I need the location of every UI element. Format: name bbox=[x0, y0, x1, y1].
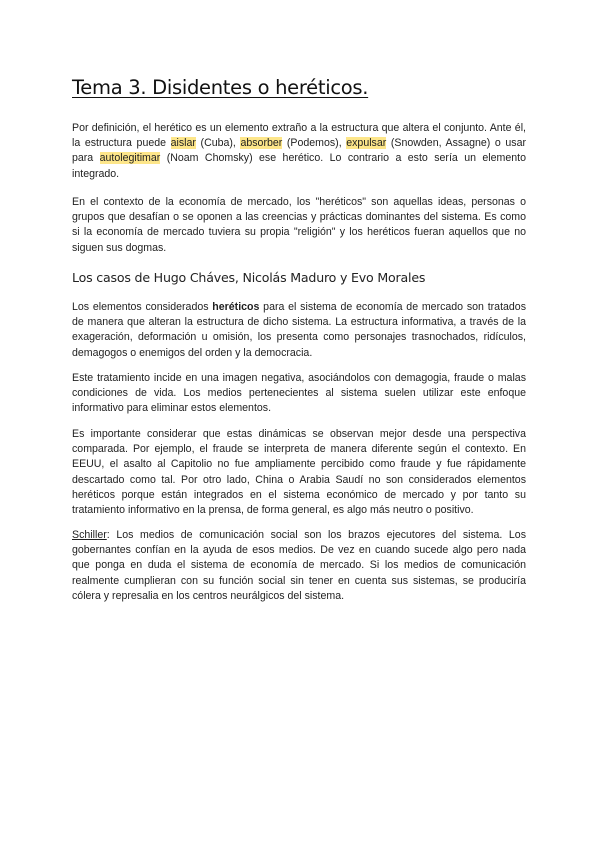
text-run: para el sistema de economía de mercado son tratados de manera que alteran la estructura de dicho sistema. La estructura informativa, a través de la exageración, deformación u omisión, los presenta como personajes trasnochados, ridículos, demagogos o enemigos del orden y la democracia. bbox=[72, 301, 526, 359]
text-run: (Noam Chomsky) ese herético. Lo contrario a esto sería un elemento integrado. bbox=[72, 152, 526, 180]
paragraph-negative-image: Este tratamiento incide en una imagen negativa, asociándolos con demagogia, fraude o malas condiciones de vida. Los medios pertenecientes al sistema suelen utilizar este enfoque informativo para eliminar estos elementos. bbox=[72, 372, 526, 415]
document-title: Tema 3. Disidentes o heréticos. bbox=[72, 76, 369, 99]
text-run: (Podemos), bbox=[282, 137, 347, 150]
highlight-absorber: absorber bbox=[240, 137, 283, 150]
highlight-expulsar: expulsar bbox=[346, 137, 387, 150]
bold-hereticos: heréticos bbox=[212, 301, 260, 313]
text-run: Por definición, el herético es un elemento extraño a la estructura que altera el conjunto. Ante él, la estructura puede bbox=[72, 122, 526, 150]
text-run: (Snowden, Assagne) o usar para bbox=[72, 137, 526, 165]
paragraph-comparative: Es importante considerar que estas dinámicas se observan mejor desde una perspectiva comparada. Por ejemplo, el fraude se interpreta de manera diferente según el contexto. En EEUU, el asalto al Capitolio no fue ampliamente percibido como fraude y fue rápidamente descartado como tal. Por otro lado, China o Arabia Saudí no son considerados elementos heréticos porque están integrados en el sistema económico de mercado y por tanto su tratamiento informativo en la prensa, de forma general, es algo más neutro o positivo. bbox=[72, 428, 526, 517]
paragraph-schiller bbox=[72, 528, 526, 604]
highlight-aislar: aislar bbox=[170, 137, 196, 150]
paragraph-market-context: En el contexto de la economía de mercado, los "heréticos" son aquellas ideas, personas o grupos que desafían o se oponen a las creencias y prácticas dominantes del sistema. Es como si la economía de mercado tuviera su propia "religión" y los heréticos fueran aquellos que no siguen sus dogmas. bbox=[72, 196, 526, 254]
paragraph-heretic-elements bbox=[72, 300, 526, 361]
text-run: : Los medios de comunicación social son los brazos ejecutores del sistema. Los gobernantes confían en la ayuda de esos medios. De vez en cuando sucede algo pero nada que ponga en duda el sistema de economía de mercado. Si los medios de comunicación realmente cumplieran con su función social sin tener en cuenta sus sistemas, se produciría cólera y represalia en los centros neurálgicos del sistema. bbox=[72, 529, 526, 602]
paragraph-definition bbox=[72, 121, 526, 182]
highlight-autolegitimar: autolegitimar bbox=[99, 152, 161, 165]
text-run: (Cuba), bbox=[195, 137, 241, 150]
text-run: Los elementos considerados bbox=[72, 301, 213, 313]
section-subtitle: Los casos de Hugo Cháves, Nicolás Maduro y Evo Morales bbox=[72, 270, 426, 285]
underlined-schiller: Schiller bbox=[72, 529, 107, 541]
